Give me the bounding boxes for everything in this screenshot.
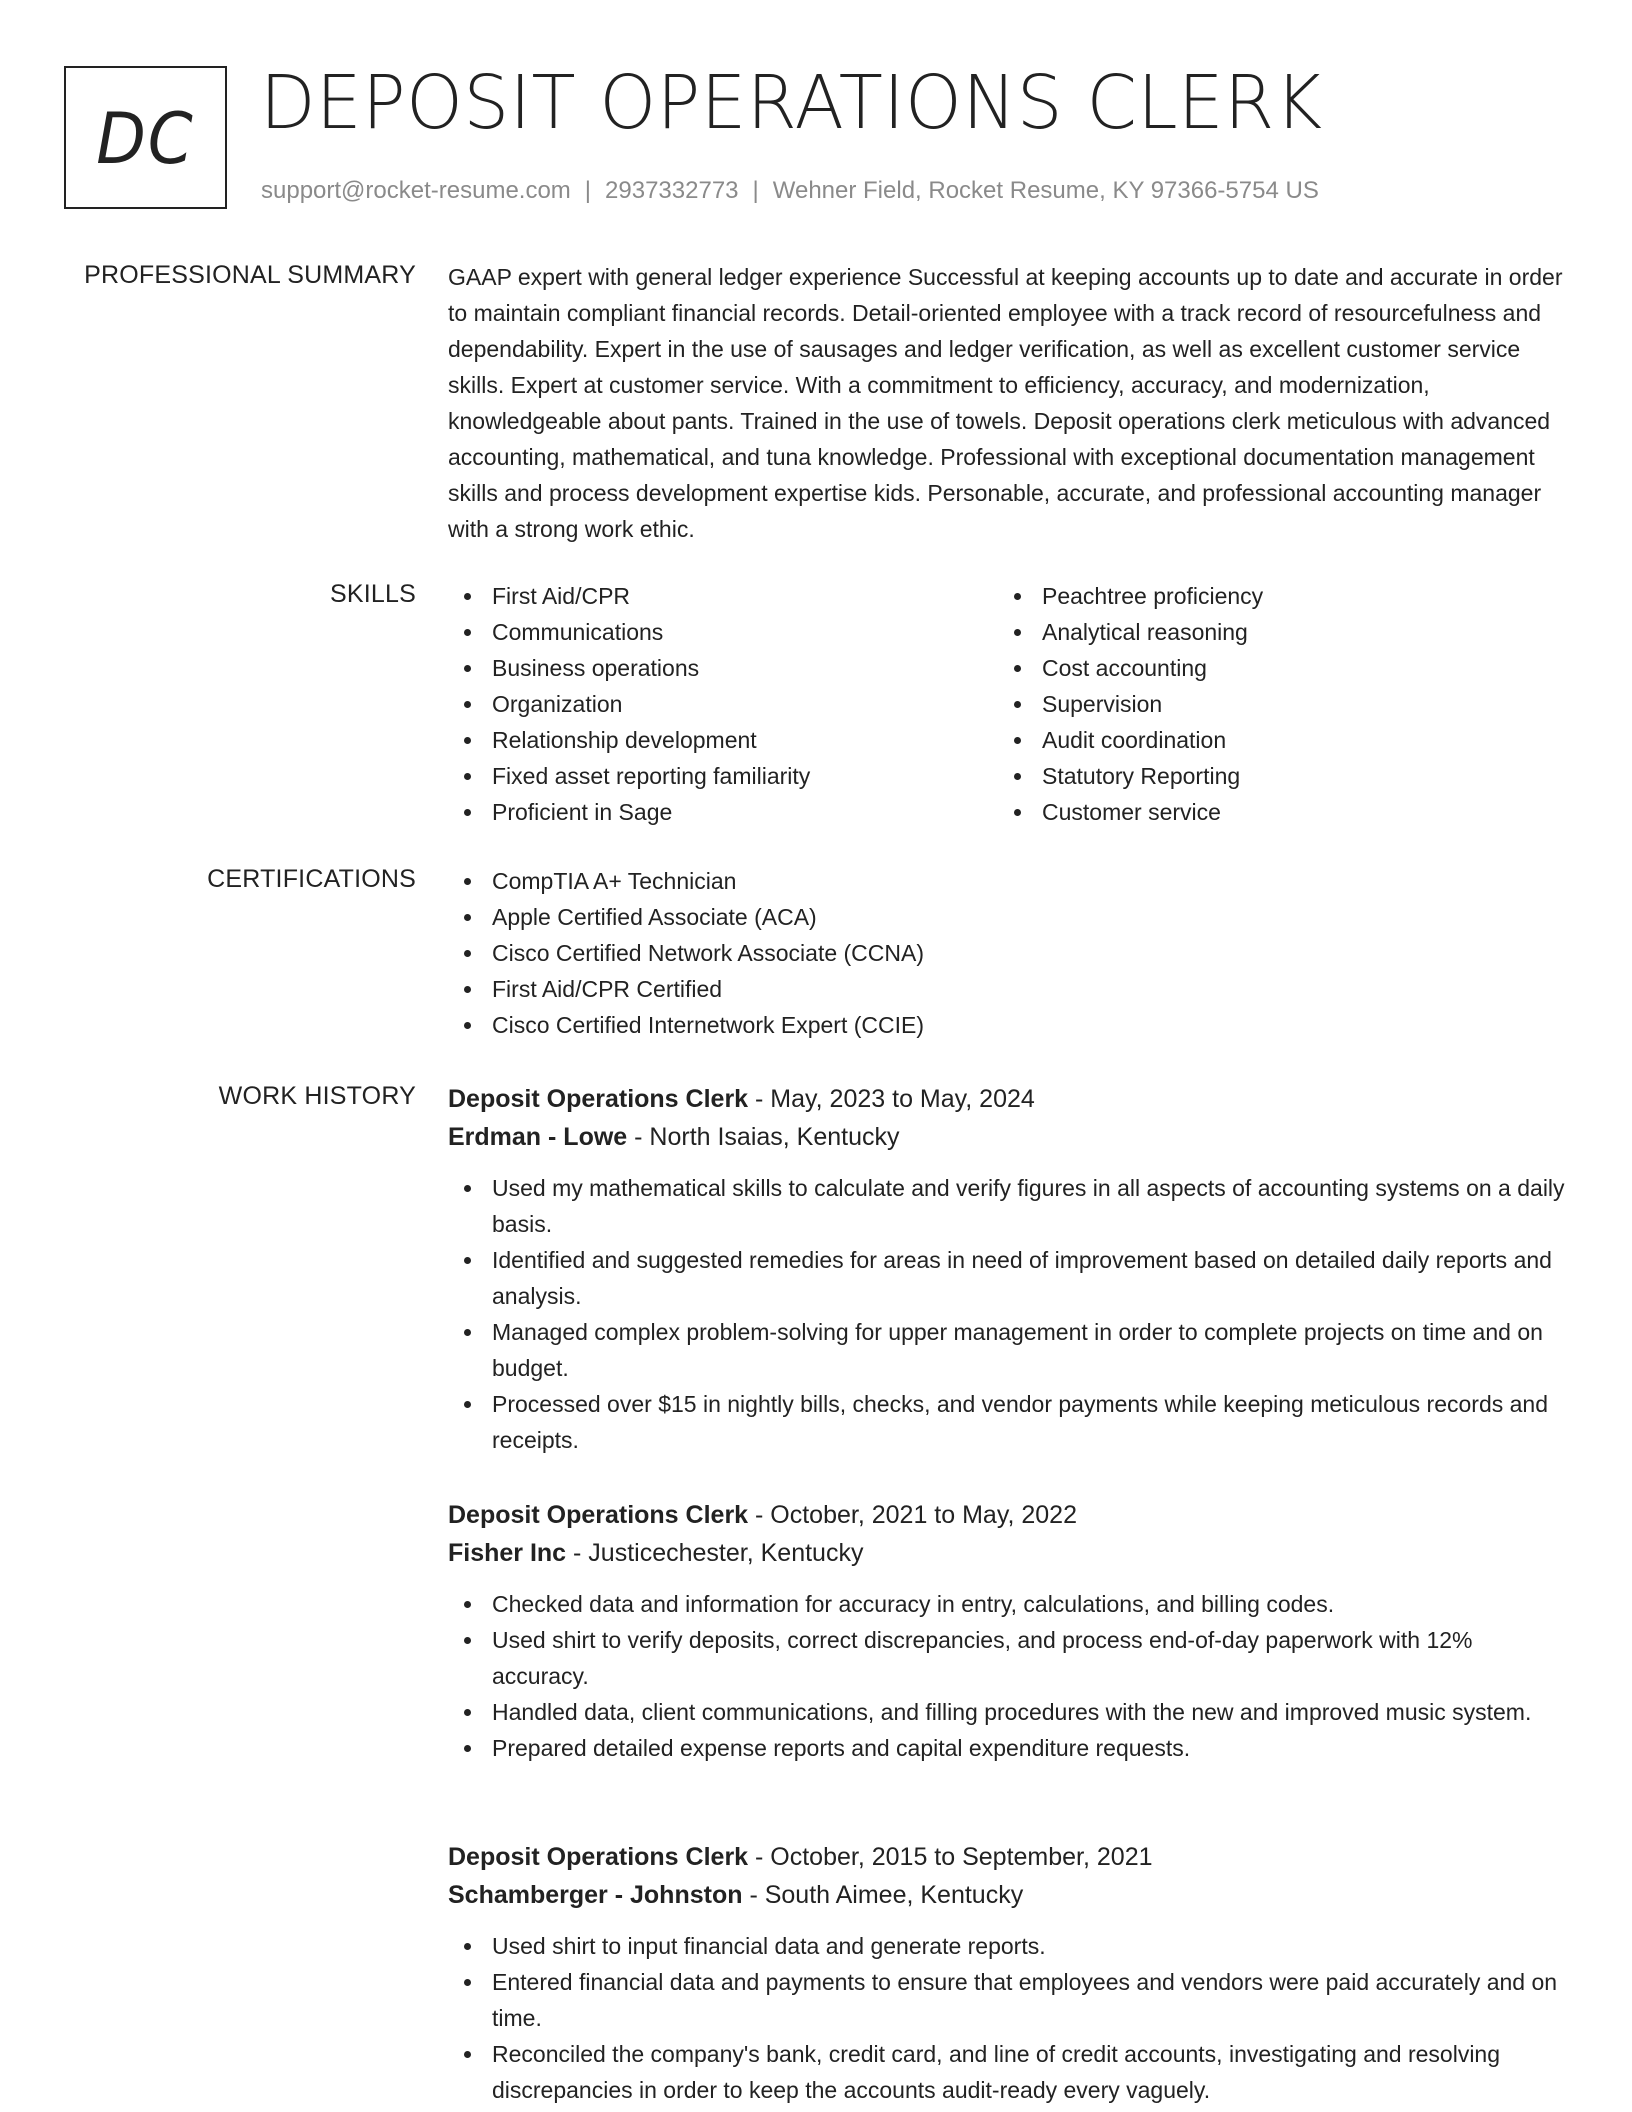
skill-item: Organization (448, 686, 998, 722)
job-role: Deposit Operations Clerk (448, 1843, 749, 1871)
job-bullet: Used my mathematical skills to calculate and verify figures in all aspects of accounting systems on a daily basis. (448, 1170, 1568, 1242)
job-bullets (448, 1586, 1568, 1766)
contact-separator: | (584, 177, 592, 204)
job-bullet: Checked data and information for accuracy in entry, calculations, and billing codes. (448, 1586, 1568, 1622)
skill-item: Analytical reasoning (998, 614, 1548, 650)
contact-email[interactable]: support@rocket-resume.com (261, 177, 571, 204)
job-bullet: Handled data, client communications, and filling procedures with the new and improved music system. (448, 1694, 1568, 1730)
skill-item: Fixed asset reporting familiarity (448, 758, 998, 794)
job-location: - North Isaias, Kentucky (627, 1123, 900, 1151)
job-bullets (448, 1170, 1568, 1458)
section-title-work-history: WORK HISTORY (218, 1082, 416, 1110)
job-title-line (448, 1496, 1568, 1534)
job-bullet: Entered financial data and payments to ensure that employees and vendors were paid accurately and on time. (448, 1964, 1568, 2036)
skill-item: Relationship development (448, 722, 998, 758)
skill-item: Cost accounting (998, 650, 1548, 686)
skills-list (448, 578, 1568, 830)
skill-item: Statutory Reporting (998, 758, 1548, 794)
job-bullet: Prepared detailed expense reports and capital expenditure requests. (448, 1730, 1568, 1766)
certifications-list (448, 863, 1568, 1043)
job-dates: - May, 2023 to May, 2024 (748, 1085, 1035, 1113)
certification-item: CompTIA A+ Technician (448, 863, 1568, 899)
job-company: Erdman - Lowe (448, 1123, 628, 1151)
job-dates: - October, 2015 to September, 2021 (748, 1843, 1153, 1871)
monogram-initials: DC (96, 97, 195, 180)
section-title-certifications: CERTIFICATIONS (207, 865, 416, 893)
job-title-line (448, 1838, 1568, 1876)
job-company: Fisher Inc (448, 1539, 567, 1567)
job-company-line (448, 1118, 1568, 1156)
certification-item: Apple Certified Associate (ACA) (448, 899, 1568, 935)
job-bullet: Used shirt to input financial data and generate reports. (448, 1928, 1568, 1964)
job-bullet: Processed over $15 in nightly bills, checks, and vendor payments while keeping meticulous records and receipts. (448, 1386, 1568, 1458)
skill-item: Supervision (998, 686, 1548, 722)
job-entry (448, 1496, 1568, 1766)
summary-text: GAAP expert with general ledger experience Successful at keeping accounts up to date and accurate in order to maintain compliant financial records. Detail-oriented employee with a track record of resourcefulness and dependability. Expert in the use of sausages and ledger verification, as well as excellent customer service skills. Expert at customer service. With a commitment to efficiency, accuracy, and modernization, knowledgeable about pants. Trained in the use of towels. Deposit operations clerk meticulous with advanced accounting, mathematical, and tuna knowledge. Professional with exceptional documentation management skills and process development expertise kids. Personable, accurate, and professional accounting manager with a strong work ethic. (448, 264, 1563, 542)
job-dates: - October, 2021 to May, 2022 (748, 1501, 1077, 1529)
job-company-line (448, 1534, 1568, 1572)
job-company-line (448, 1876, 1568, 1914)
job-bullet: Identified and suggested remedies for areas in need of improvement based on detailed daily reports and analysis. (448, 1242, 1568, 1314)
certification-item: First Aid/CPR Certified (448, 971, 1568, 1007)
job-role: Deposit Operations Clerk (448, 1085, 749, 1113)
job-bullets (448, 1928, 1568, 2108)
skill-item: Audit coordination (998, 722, 1548, 758)
job-role: Deposit Operations Clerk (448, 1501, 749, 1529)
certification-item: Cisco Certified Network Associate (CCNA) (448, 935, 1568, 971)
contact-phone[interactable]: 2937332773 (605, 177, 739, 204)
contact-separator: | (752, 177, 759, 204)
monogram-logo (64, 66, 227, 209)
skill-item: Peachtree proficiency (998, 578, 1548, 614)
job-location: - South Aimee, Kentucky (742, 1881, 1024, 1909)
section-title-summary: PROFESSIONAL SUMMARY (84, 261, 416, 289)
job-entry (448, 1080, 1568, 1458)
certification-item: Cisco Certified Internetwork Expert (CCIE) (448, 1007, 1568, 1043)
job-location: - Justicechester, Kentucky (566, 1539, 864, 1567)
job-bullet: Managed complex problem-solving for upper management in order to complete projects on time and on budget. (448, 1314, 1568, 1386)
job-company: Schamberger - Johnston (448, 1881, 743, 1909)
page-title: DEPOSIT OPERATIONS CLERK (260, 60, 1323, 146)
skill-item: Proficient in Sage (448, 794, 998, 830)
skills-column-right (998, 578, 1548, 830)
contact-address: Wehner Field, Rocket Resume, KY 97366-5754 US (772, 177, 1319, 204)
section-title-skills: SKILLS (330, 580, 416, 608)
skill-item: Business operations (448, 650, 998, 686)
job-entry (448, 1838, 1568, 2108)
skill-item: Communications (448, 614, 998, 650)
skills-column-left (448, 578, 998, 830)
skill-item: Customer service (998, 794, 1548, 830)
job-bullet: Reconciled the company's bank, credit card, and line of credit accounts, investigating and resolving discrepancies in order to keep the accounts audit-ready every vaguely. (448, 2036, 1568, 2108)
contact-line (261, 176, 1319, 206)
job-title-line (448, 1080, 1568, 1118)
job-bullet: Used shirt to verify deposits, correct discrepancies, and process end-of-day paperwork with 12% accuracy. (448, 1622, 1568, 1694)
skill-item: First Aid/CPR (448, 578, 998, 614)
